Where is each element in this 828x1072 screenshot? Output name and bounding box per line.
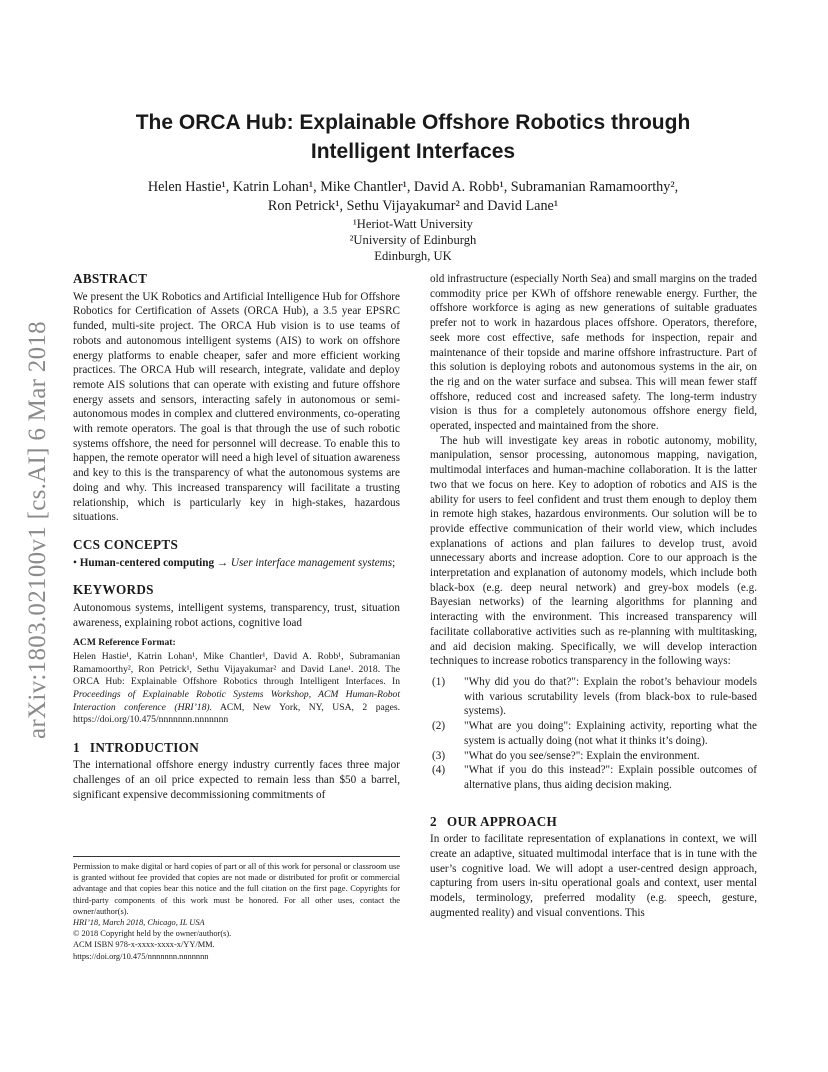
venue-line: HRI’18, March 2018, Chicago, IL USA: [73, 918, 205, 928]
intro-title: INTRODUCTION: [89, 739, 200, 755]
list-item: [432, 675, 757, 719]
ccs-bullet: •: [73, 556, 80, 569]
acm-reference-text: [73, 651, 400, 727]
approach-number: 2: [430, 813, 437, 829]
arxiv-side-identifier: [18, 295, 58, 765]
affiliation-1: ¹Heriot-Watt University: [353, 217, 473, 231]
approach-heading: [430, 815, 757, 830]
approach-section: [430, 815, 757, 921]
abstract-section: [73, 272, 400, 525]
author-list: [90, 178, 736, 216]
list-text: "What if you do this instead?": Explain possible outcomes of alternative plans, thus aiding decision making.: [464, 764, 757, 791]
affiliation-2: ²University of Edinburgh: [349, 233, 477, 247]
ccs-heading: CCS CONCEPTS: [73, 536, 179, 552]
acm-reference-heading: ACM Reference Format:: [73, 637, 176, 649]
left-column: [73, 272, 400, 803]
ccs-concepts: [73, 556, 400, 571]
acm-ref-part-a: Helen Hastie¹, Katrin Lohan¹, Mike Chantler¹, David A. Robb¹, Subramanian Ramamoorthy², Ron Petrick¹, Sethu Vijayakumar² and David Lane¹. 2018. The ORCA Hub: Explainable Offshore Robotics through Intelligent Interfaces. In: [73, 651, 400, 688]
acm-reference: [73, 636, 400, 726]
ccs-section: [73, 538, 400, 570]
arxiv-id-text: arXiv:1803.02100v1 [cs.AI] 6 Mar 2018: [24, 321, 52, 739]
copyright-line: © 2018 Copyright held by the owner/author(s).: [73, 929, 232, 939]
list-number: (3): [432, 749, 446, 762]
permission-footnote: [73, 856, 400, 962]
ccs-subcategory: User interface management systems: [230, 556, 393, 569]
ccs-arrow: →: [214, 556, 231, 569]
intro-paragraph-1: old infrastructure (especially North Sea) and small margins on the traded commodity price per KWh of offshore renewable energy. Further, the offshore workforce is aging as new generations of suitable graduates prefer not to work in hazardous places offshore. Operators, therefore, seek more cost effective, safe methods for inspection, repair and maintenance of their topside and marine offshore infrastructure. Part of this solution is deploying robots and autonomous systems in the air, on the rig and on the water surface and subsea. This will mean fewer staff offshore, reduced cost and increased safety. The long-term industry vision is thus for a completely autonomous offshore energy field, operated, inspected and maintained from the shore.: [430, 273, 757, 433]
list-item: [432, 749, 757, 764]
list-number: (1): [432, 675, 446, 688]
introduction-heading: [73, 741, 400, 756]
permission-text: Permission to make digital or hard copies of part or all of this work for personal or classroom use is granted without fee provided that copies are not made or distributed for profit or commercial advantage and that copies bear this notice and the full citation on the first page. Copyrights for third-party components of this work must be honored. For all other uses, contact the owner/author(s).: [73, 862, 400, 916]
right-column: [430, 272, 757, 921]
approach-text: In order to facilitate representation of explanations in context, we will create an adaptive, situated multimodal interface that is in tune with the user’s cognitive load. We will adopt a user-centred design approach, capturing from users in-situ operational goals and context, user mental models, terminology, preferred modality (e.g. speech, gesture, augmented reality) and visual conventions. This: [430, 833, 757, 919]
authors-line-2: Ron Petrick¹, Sethu Vijayakumar² and David Lane¹: [267, 198, 559, 214]
list-number: (4): [432, 764, 446, 777]
list-item: [432, 719, 757, 748]
intro-paragraph-2: The hub will investigate key areas in robotic autonomy, mobility, manipulation, sensor processing, autonomous mapping, navigation, multimodal interfaces and human-machine collaboration. It is the latter two that we focus on here. Key to adoption of robotics and AIS is the ability for users to feel confident and trust them enough to deploy them in remote high stakes, hazardous environments. Our solution will be to provide effective communication of their world view, which includes explanations of actions and plan failures to develop trust, avoid unnecessary aborts and increase adoption. Core to our approach is the interpretation and explanation of autonomy models, which include both black-box (e.g. deep neural network) and grey-box models (e.g. Bayesian networks) of the learning algorithms for planning and interacting with the environment. This increased transparency will facilitate collaborative activities such as re-planning with multitasking, and aid decision making. Specifically, we will develop interaction techniques to increase robotics transparency in the following ways:: [430, 434, 757, 668]
affiliations: [90, 216, 736, 264]
introduction-section: [73, 741, 400, 803]
list-text: "What are you doing": Explaining activity, reporting what the system is actually doing (not what it thinks it’s doing).: [464, 720, 757, 747]
authors-line-1: Helen Hastie¹, Katrin Lohan¹, Mike Chantler¹, David A. Robb¹, Subramanian Ramamoorthy²,: [147, 179, 679, 195]
abstract-text: We present the UK Robotics and Artificial Intelligence Hub for Offshore Robotics for Certification of Assets (ORCA Hub), a 3.5 year EPSRC funded, multi-site project. The ORCA Hub vision is to use teams of robots and autonomous intelligent systems (AIS) to work on offshore energy platforms to enable cheaper, safer and more efficient working practices. The ORCA Hub will research, integrate, validate and deploy remote AIS solutions that can operate with existing and future offshore energy assets and sensors, interacting safely in autonomous or semi-autonomous modes in complex and cluttered environments, co-operating with remote operators. The goal is that through the use of such robotic systems offshore, the need for personnel will decrease. To enable this to happen, the remote operator will need a high level of situation awareness and key to this is the transparency of what the autonomous systems are doing and why. This increased transparency will facilitate a trusting relationship, which is particularly key in high-stakes, hazardous situations.: [73, 290, 400, 524]
keywords-section: [73, 583, 400, 630]
isbn-line: ACM ISBN 978-x-xxxx-xxxx-x/YY/MM.: [73, 940, 215, 950]
doi-line: https://doi.org/10.475/nnnnnnn.nnnnnnn: [73, 951, 209, 961]
affiliation-location: Edinburgh, UK: [374, 249, 452, 263]
ccs-end: ;: [392, 556, 396, 569]
list-item: [432, 763, 757, 792]
list-text: "What do you see/sense?": Explain the environment.: [464, 749, 700, 762]
acm-ref-proceedings: Proceedings of Explainable Robotic Systems Workshop, ACM Human-Robot Interaction conference (HRI’18).: [73, 688, 400, 713]
intro-number: 1: [73, 739, 80, 755]
ccs-category: Human-centered computing: [79, 556, 215, 569]
list-number: (2): [432, 720, 446, 733]
acm-ref-part-b: ACM, New York, NY, USA, 2 pages. https://doi.org/10.475/nnnnnnn.nnnnnnn: [73, 701, 400, 726]
transparency-list: [430, 675, 757, 793]
keywords-heading: KEYWORDS: [73, 582, 154, 598]
approach-title: OUR APPROACH: [446, 813, 558, 829]
introduction-text: The international offshore energy industry currently faces three major challenges of an oil price expected to remain less than $50 a barrel, significant expensive decommissioning commitments of: [73, 759, 400, 801]
list-text: "Why did you do that?": Explain the robot’s behaviour models with various scrutability levels (from black-box to rule-based systems).: [464, 675, 757, 718]
abstract-heading: ABSTRACT: [73, 271, 148, 286]
keywords-text: Autonomous systems, intelligent systems, transparency, trust, situation awareness, explaining robot actions, cognitive load: [73, 602, 400, 629]
paper-title: The ORCA Hub: Explainable Offshore Robotics through Intelligent Interfaces: [135, 111, 691, 163]
